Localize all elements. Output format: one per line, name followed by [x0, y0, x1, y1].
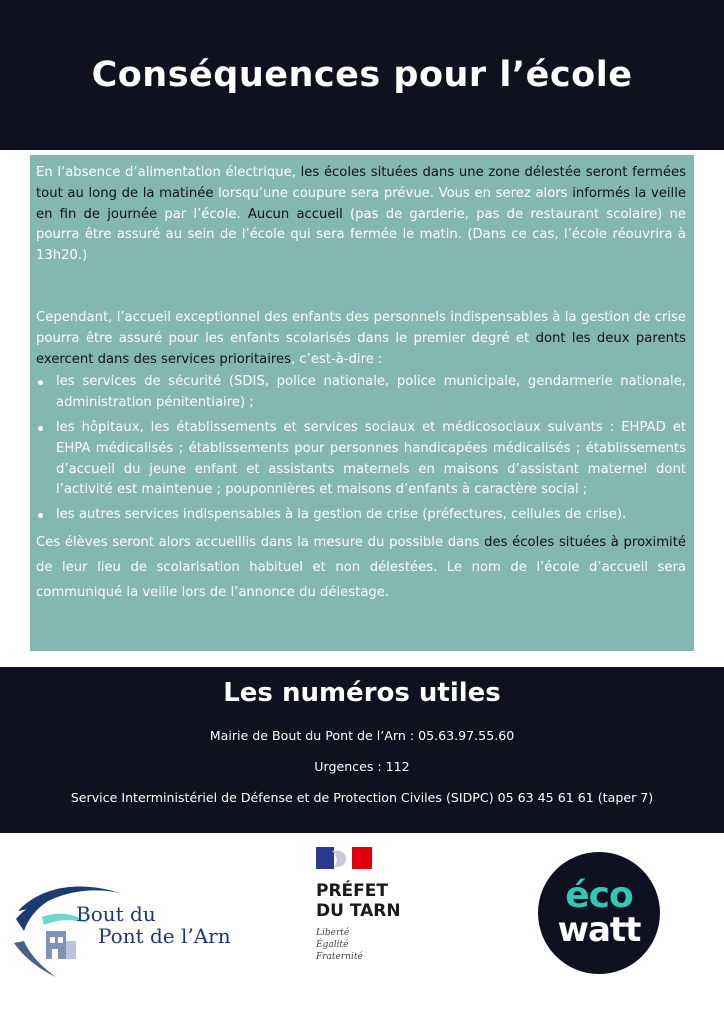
body-text: En l’absence d’alimentation électrique,	[36, 165, 301, 180]
list-item: les autres services indispensables à la gestion de crise (préfectures, cellules de crise).	[36, 505, 686, 526]
page-header	[0, 0, 724, 150]
body-text: Ces élèves seront alors accueillis dans la mesure du possible dans	[36, 534, 485, 550]
paragraph-spacer	[36, 267, 686, 308]
highlighted-text: les écoles situées dans une zone délestée seront fermées tout au long de la matinée	[36, 165, 686, 201]
mairie-number: Mairie de Bout du Pont de l’Arn : 05.63.97.55.60	[209, 728, 515, 743]
body-text: (pas de garderie, pas de restaurant scolaire) ne pourra être assuré au sein de l’école qui sera fermée le matin. (Dans ce cas, l’école réouvrira à 13h20.)	[36, 206, 686, 264]
prefet-logo	[316, 847, 426, 987]
priority-services-list	[36, 372, 686, 526]
paragraph-nearby-schools	[36, 530, 686, 605]
commune-name: Bout du Pont de l’Arn	[76, 902, 231, 948]
list-item: les services de sécurité (SDIS, police nationale, police municipale, gendarmerie nationale, administration pénitentiaire) ;	[36, 372, 686, 414]
paragraph-closure	[36, 163, 686, 267]
highlighted-text: dont les deux parents exercent dans des services prioritaires	[36, 330, 687, 367]
highlighted-text: Aucun accueil	[247, 206, 343, 222]
republic-motto: Liberté Égalité Fraternité	[316, 928, 363, 962]
highlighted-text: informés la veille en fin de journée	[36, 185, 686, 222]
useful-numbers-title: Les numéros utiles	[223, 678, 501, 708]
paragraph-exceptional-care	[36, 308, 686, 370]
highlighted-text: des écoles situées à proximité	[484, 534, 686, 550]
useful-numbers-section	[0, 667, 724, 833]
logos-footer	[0, 833, 724, 1024]
sidpc-number: Service Interministériel de Défense et de Protection Civiles (SIDPC) 05 63 45 61 61 (taper 7)	[70, 790, 654, 805]
marianne-flag-icon	[316, 847, 372, 869]
emergency-number: Urgences : 112	[314, 759, 410, 774]
list-item: les hôpitaux, les établissements et services sociaux et médicosociaux suivants : EHPAD et EHPA médicalisés ; établissements pour personnes handicapées médicalisés ; établissements d’accueil du jeune enfant et assistants maternels en maisons d’assistant maternel dont l’activité est maintenue ; pouponnières et maisons d’enfants à caractère social ;	[36, 418, 686, 501]
body-text: de leur lieu de scolarisation habituel et non délestées. Le nom de l’école d’accueil sera communiqué la veille lors de l’annonce du délestage.	[36, 559, 686, 600]
body-text: Cependant, l’accueil exceptionnel des enfants des personnels indispensables à la gestion de crise pourra être assuré pour les enfants scolarisés dans le premier degré et	[36, 309, 686, 346]
body-text: , c’est-à-dire :	[290, 351, 383, 367]
ecowatt-logo: éco watt	[538, 852, 660, 974]
page-title: Conséquences pour l’école	[91, 55, 633, 95]
body-text: lorsqu’une coupure sera prévue. Vous en serez alors	[213, 185, 573, 201]
body-text: par l’école.	[157, 206, 248, 222]
school-consequences-panel	[30, 155, 694, 651]
prefet-title: PRÉFET DU TARN	[316, 881, 401, 921]
commune-logo	[12, 873, 247, 983]
